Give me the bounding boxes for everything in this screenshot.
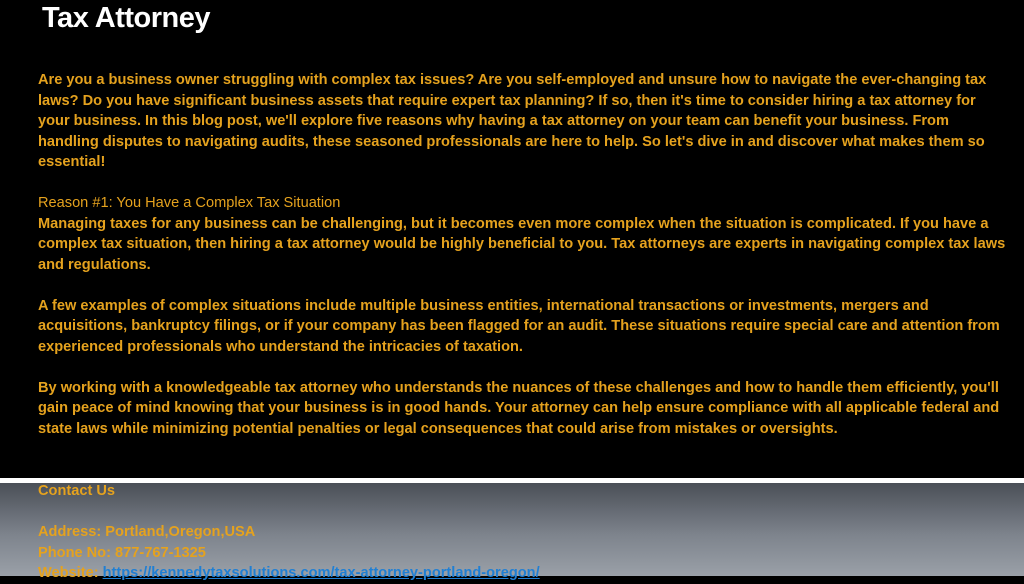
article-body	[38, 70, 1008, 460]
contact-spacer	[38, 502, 1008, 523]
reason-1-paragraph-3: By working with a knowledgeable tax attorney who understands the nuances of these challenges and how to handle them efficiently, you'll gain peace of mind knowing that your business is in good hands. Your attorney can help ensure compliance with all applicable federal and state laws while minimizing potential penalties or legal consequences that could arise from mistakes or oversights.	[38, 379, 1000, 437]
intro-paragraph: Are you a business owner struggling with complex tax issues? Are you self-employed and unsure how to navigate the ever-changing tax laws? Do you have significant business assets that require expert tax planning? If so, then it's time to consider hiring a tax attorney for your business. In this blog post, we'll explore five reasons why having a tax attorney on your team can benefit your business. From handling disputes to navigating audits, these seasoned professionals are here to help. So let's dive in and discover what makes them so essential!	[38, 72, 987, 170]
contact-phone: Phone No: 877-767-1325	[38, 544, 206, 561]
reason-1-heading: Reason #1: You Have a Complex Tax Situation	[38, 195, 341, 211]
contact-address: Address: Portland,Oregon,USA	[38, 524, 256, 540]
reason-1-paragraph-1: Managing taxes for any business can be challenging, but it becomes even more complex when the situation is complicated. If you have a complex tax situation, then hiring a tax attorney would be highly beneficial to you. Tax attorneys are experts in navigating complex tax laws and regulations.	[38, 215, 1006, 273]
reason-1-paragraph-2: A few examples of complex situations include multiple business entities, international transactions or investments, mergers and acquisitions, bankruptcy filings, or if your company has been flagged for an audit. These situations require special care and attention from experienced professionals who understand the intricacies of taxation.	[38, 297, 1000, 355]
website-label: Website:	[38, 565, 103, 581]
contact-website	[38, 563, 1008, 584]
page-title: Tax Attorney	[42, 2, 211, 34]
contact-heading: Contact Us	[38, 483, 116, 499]
website-link[interactable]: https://kennedytaxsolutions.com/tax-attorney-portland-oregon/	[102, 565, 540, 581]
contact-section	[38, 481, 1008, 584]
